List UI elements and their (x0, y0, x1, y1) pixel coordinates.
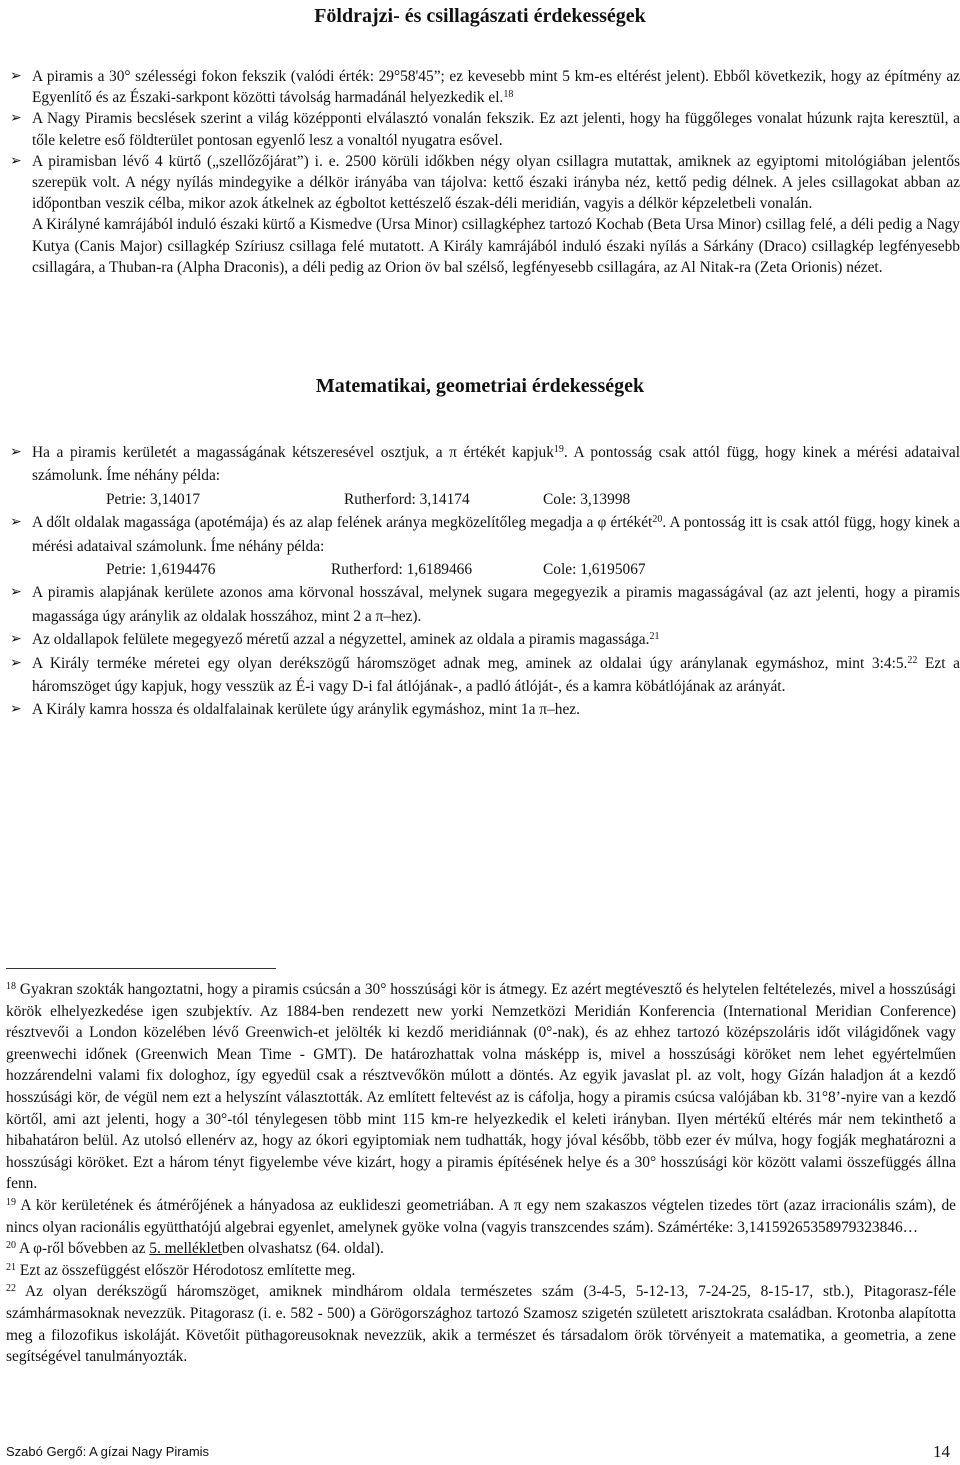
item-text: A piramis a 30° szélességi fokon fekszik (valódi érték: 29°58'45”; ez kevesebb mint 5 km-es eltérést jelent). Ebből következik, hogy az építmény az Egyenlítő és az Északi-sarkpont közötti távolság harmadánál helyezkedik el. (32, 68, 960, 107)
footnote-text: A kör kerületének és átmérőjének a hányadosa az euklideszi geometriában. A π egy nem szakaszos végtelen tizedes tört (azaz irracionális szám), de nincs olyan racionális együtthatójú algebrai egyenlet, amelynek gyöke volna (vagyis transzcendes szám). Számértéke: 3,14159265358979323846… (6, 1196, 956, 1236)
arrowhead-bullet-icon: ➢ (10, 654, 22, 671)
footnote-ref[interactable]: 18 (503, 89, 514, 101)
list-item (10, 698, 960, 721)
pi-examples-row (10, 488, 960, 511)
item-text: A dőlt oldalak magassága (apotémája) és az alap felének aránya megközelítőleg megadja a φ értékét (32, 514, 653, 532)
page-number: 14 (933, 1442, 950, 1461)
arrowhead-bullet-icon: ➢ (10, 514, 22, 531)
footnote (6, 1195, 956, 1238)
footnote-number: 18 (6, 981, 16, 992)
example-value: Cole: 3,13998 (543, 490, 631, 508)
footnote-number: 20 (6, 1240, 16, 1252)
footnote-text: ben olvashatsz (64. oldal). (221, 1240, 384, 1258)
arrowhead-bullet-icon: ➢ (10, 701, 22, 718)
item-text: A Király terméke méretei egy olyan derékszögű háromszöget adnak meg, aminek az oldalai úgy aránylanak egymáshoz, mint 3:4:5. (32, 654, 908, 672)
arrowhead-bullet-icon: ➢ (10, 631, 22, 648)
arrowhead-bullet-icon: ➢ (10, 152, 22, 169)
arrowhead-bullet-icon: ➢ (10, 110, 22, 127)
item-text: A piramisban lévő 4 kürtő („szellőzőjárat”) i. e. 2500 körüli időkben négy olyan csillagra mutattak, amiknek az egyiptomi mitológiában jelentős szerepük volt. A négy nyílás mindegyike a délkör irányába van tájolva: kettő északi irányba néz, kettő pedig délnek. A jeles csillagokat abban az időpontban veszik célba, mikor azok átkelnek az égboltot kettészelő észak-déli meridián, vagyis a délkör képzeletbeli vonalán. (32, 152, 960, 213)
section-heading-math: Matematikai, geometriai érdekességek (315, 375, 645, 397)
example-value: Cole: 1,6195067 (543, 561, 646, 579)
footnote-separator (6, 968, 276, 969)
footnote-number: 21 (6, 1261, 16, 1273)
list-item (10, 511, 960, 558)
list-item (10, 441, 960, 488)
footnote-ref[interactable]: 22 (907, 654, 918, 666)
geography-list (10, 66, 960, 278)
item-text: A Király kamra hossza és oldalfalainak kerülete úgy aránylik egymáshoz, mint 1a π–hez. (32, 701, 580, 719)
list-item (10, 151, 960, 278)
item-paragraph: A Királyné kamrájából induló északi kürtő a Kismedve (Ursa Minor) csillagképhez tartozó Kochab (Beta Ursa Minor) csillag felé, a déli pedig a Nagy Kutya (Canis Major) csillagkép Szíriusz csillaga felé mutatott. A Király kamrájából induló északi nyílás a Sárkány (Draco) csillagkép legfényesebb csillagára, a Thuban-ra (Alpha Draconis), a déli pedig az Orion öv bal szélső, legfényesebb csillagára, az Al Nitak-ra (Zeta Orionis) nézet. (32, 216, 960, 276)
footnote-text: Az olyan derékszögű háromszöget, amiknek mindhárom oldala természetes szám (3-4-5, 5-12-13, 7-24-25, 8-15-17, stb.), Pitagorasz-féle számhármasoknak nevezzük. Pitagorasz (i. e. 582 - 500) a Görögországhoz tartozó Szamosz szigetén született arisztokrata családban. Krotonba alapította meg a filozofikus iskoláját. Követőit püthagoreusoknak nevezzük, akik a természet és társadalom örök törvényeit a matematika, a geometria, a zene segítségével tanulmányozták. (6, 1283, 957, 1366)
footnotes (6, 979, 956, 1368)
example-value: Rutherford: 1,6189466 (331, 561, 473, 579)
item-text: A piramis alapjának kerülete azonos ama körvonal hosszával, melynek sugara megegyezik a piramis magasságával (az azt jelenti, hogy a piramis magassága úgy aránylik az oldalak hosszához, mint 2 a π–hez). (32, 584, 960, 625)
item-text-cont: Ezt a háromszöget úgy kapjuk, hogy vesszük az É-i vagy D-i fal átlójának-, a padló átlóját-, és a kamra köbátlójának az arányát. (32, 654, 960, 696)
example-value: Petrie: 3,14017 (106, 490, 201, 508)
footnote-number: 19 (6, 1196, 16, 1208)
example-value: Rutherford: 3,14174 (344, 490, 470, 508)
math-list (10, 441, 960, 722)
list-item (10, 581, 960, 628)
appendix-link[interactable]: 5. melléklet (149, 1240, 222, 1258)
item-text: Az oldallapok felülete megegyező méretű azzal a négyzettel, aminek az oldala a piramis magassága. (32, 631, 650, 649)
arrowhead-bullet-icon: ➢ (10, 444, 22, 460)
footnote-text: Gyakran szokták hangoztatni, hogy a piramis csúcsán a 30° hosszúsági kör is átmegy. Ez azért megtévesztő és helytelen feltételezés, mivel a hosszúsági körök elhelyezkedése igen szubjektív. Az 1884-ben rendezett new yorki Nemzetközi Meridián Konferencia (International Meridian Conference) résztvevői a London közelében lévő Greenwich-et jelölték ki kezdő meridiánnak (0°-nak), és az ehhez tartozó középszoláris időt világidőnek vagy greenwechi időnek (Greenwich Mean Time - GMT). De határozhattak volna másképp is, mivel a hosszúsági köröket nem lehet egyértelműen hozzárendelni valami fix dologhoz, így egyedül csak a résztvevőkön múlott a döntés. Az egyik javaslat pl. az volt, hogy Gízán haladjon át a kezdő hosszúsági kör, de végül nem ezt a helyszínt választották. Az említett feltevést az is cáfolja, hogy a piramis csúcsa valójában kb. 31°8’-nyire van a kezdő körtől, ami azt jelenti, hogy a 30°-tól ténylegesen több mint 115 km-re helyezkedik el keleti irányban. Ilyen mértékű eltérés már nem tekinthető a hibahatáron belül. Az utolsó ellenérv az, hogy az ókori egyiptomiak nem tudhatták, hogy jóval később, több ezer év múlva, hogy fogják meghatározni a hosszúsági köröket. Ezt a három tényt figyelembe véve kizárt, hogy a piramis építésének helye és a 30° hosszúsági kör között valami összefüggés állna fenn. (6, 981, 956, 1193)
item-text-cont: . A pontosság csak attól függ, hogy kinek a mérési adataival számolunk. Íme néhány példa: (32, 444, 960, 485)
list-item (10, 628, 960, 651)
footnote (6, 1238, 956, 1260)
footnote-ref[interactable]: 19 (553, 444, 564, 455)
footnote (6, 1260, 956, 1282)
item-text-cont: . A pontosság itt is csak attól függ, hogy kinek a mérési adataival számolunk. Íme néhány példa: (32, 514, 960, 555)
example-value: Petrie: 1,6194476 (106, 561, 216, 579)
footnote-text: A φ-ről bővebben az (19, 1240, 150, 1258)
footnote-number: 22 (6, 1283, 16, 1295)
footnote-text: Ezt az összefüggést először Hérodotosz említette meg. (19, 1261, 356, 1279)
footnote-ref[interactable]: 20 (652, 514, 663, 526)
item-text: Ha a piramis kerületét a magasságának kétszeresével osztjuk, a π értékét kapjuk (32, 444, 554, 461)
footer-author-title: Szabó Gergő: A gízai Nagy Piramis (6, 1444, 210, 1459)
section-heading-geography: Földrajzi- és csillagászati érdekességek (314, 5, 646, 27)
footnote (6, 979, 956, 1195)
phi-examples-row (10, 558, 960, 581)
footnote (6, 1281, 956, 1367)
list-item (10, 108, 960, 150)
item-text: A Nagy Piramis becslések szerint a világ középponti elválasztó vonalán fekszik. Ez azt jelenti, hogy ha függőleges vonalat húzunk rajta keresztül, a tőle keletre eső földterület pontosan egyenlő lesz a vonaltól nyugatra esővel. (32, 110, 960, 149)
footnote-ref[interactable]: 21 (649, 631, 660, 643)
arrowhead-bullet-icon: ➢ (10, 584, 22, 601)
arrowhead-bullet-icon: ➢ (10, 68, 22, 84)
list-item (10, 652, 960, 699)
list-item (10, 66, 960, 108)
